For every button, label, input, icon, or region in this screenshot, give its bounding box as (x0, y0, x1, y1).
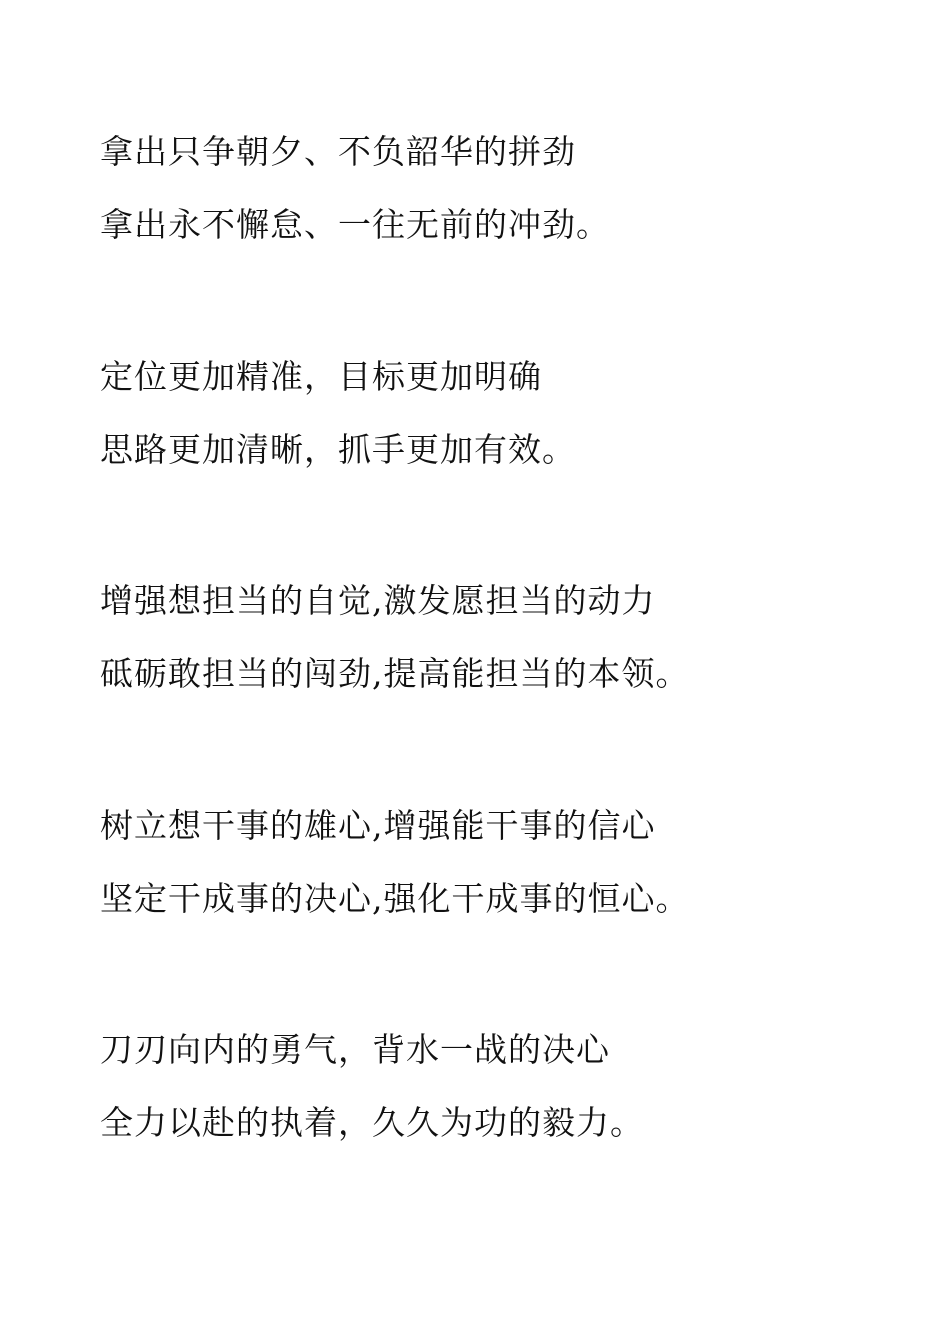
text-line: 树立想干事的雄心,增强能干事的信心 (100, 806, 656, 845)
text-line: 砥砺敢担当的闯劲,提高能担当的本领。 (100, 654, 690, 693)
text-line: 拿出永不懈怠、一往无前的冲劲。 (100, 205, 610, 244)
text-line: 坚定干成事的决心,强化干成事的恒心。 (100, 879, 690, 918)
text-line: 思路更加清晰，抓手更加有效。 (100, 430, 576, 469)
text-line: 全力以赴的执着，久久为功的毅力。 (100, 1103, 644, 1142)
stanza (100, 806, 900, 919)
stanza (100, 132, 900, 245)
text-line: 刀刃向内的勇气，背水一战的决心 (100, 1030, 610, 1069)
stanza (100, 357, 900, 470)
text-line: 增强想担当的自觉,激发愿担当的动力 (100, 581, 656, 620)
stanza (100, 581, 900, 694)
text-line: 定位更加精准，目标更加明确 (100, 357, 542, 396)
text-line: 拿出只争朝夕、不负韶华的拼劲 (100, 132, 576, 171)
stanza (100, 1030, 900, 1143)
